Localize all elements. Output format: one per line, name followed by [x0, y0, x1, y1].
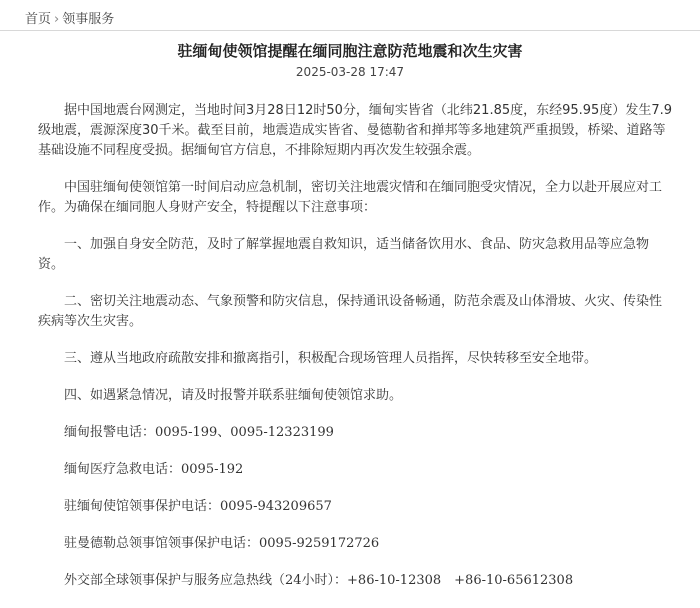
- article-paragraph: 据中国地震台网测定，当地时间3月28日12时50分，缅甸实皆省（北纬21.85度，东经95.95度）发生7.9级地震，震源深度30千米。截至目前，地震造成实皆省、曼德勒省和掸邦等多地建筑严重损毁，桥梁、道路等基础设施不同程度受损。据缅甸官方信息，不排除短期内再次发生较强余震。: [38, 103, 673, 158]
- breadcrumb-home-link[interactable]: 首页: [25, 12, 52, 27]
- breadcrumb: [25, 8, 114, 27]
- article-paragraph: 四、如遇紧急情况，请及时报警并联系驻缅甸使领馆求助。: [64, 388, 403, 403]
- breadcrumb-section-link[interactable]: 领事服务: [62, 12, 115, 27]
- breadcrumb-separator: ›: [54, 12, 60, 27]
- contact-medical-line: 缅甸医疗急救电话：0095-192: [64, 462, 244, 477]
- article-date: 2025-03-28 17:47: [295, 65, 405, 79]
- article-title: 驻缅甸使领馆提醒在缅同胞注意防范地震和次生灾害: [177, 42, 523, 60]
- article-paragraph: 一、加强自身安全防范，及时了解掌握地震自救知识，适当储备饮用水、食品、防灾急救用品等应急物资。: [38, 237, 650, 272]
- contact-embassy-line: 驻缅甸使馆领事保护电话：0095-943209657: [64, 499, 332, 514]
- article-body: [38, 101, 672, 608]
- header-divider: [0, 30, 700, 31]
- contact-consulate-line: 驻曼德勒总领事馆领事保护电话：0095-9259172726: [64, 536, 380, 551]
- article-paragraph: 三、遵从当地政府疏散安排和撤离指引，积极配合现场管理人员指挥，尽快转移至安全地带。: [64, 351, 598, 366]
- article-paragraph: 中国驻缅甸使领馆第一时间启动应急机制，密切关注地震灾情和在缅同胞受灾情况，全力以赴开展应对工作。为确保在缅同胞人身财产安全，特提醒以下注意事项：: [38, 180, 663, 215]
- contact-hotline-line: 外交部全球领事保护与服务应急热线（24小时）：+86-10-12308 +86-10-65612308: [64, 573, 574, 588]
- contact-police-line: 缅甸报警电话：0095-199、0095-12323199: [64, 425, 334, 440]
- article-paragraph: 二、密切关注地震动态、气象预警和防灾信息，保持通讯设备畅通，防范余震及山体滑坡、火灾、传染性疾病等次生灾害。: [38, 294, 663, 329]
